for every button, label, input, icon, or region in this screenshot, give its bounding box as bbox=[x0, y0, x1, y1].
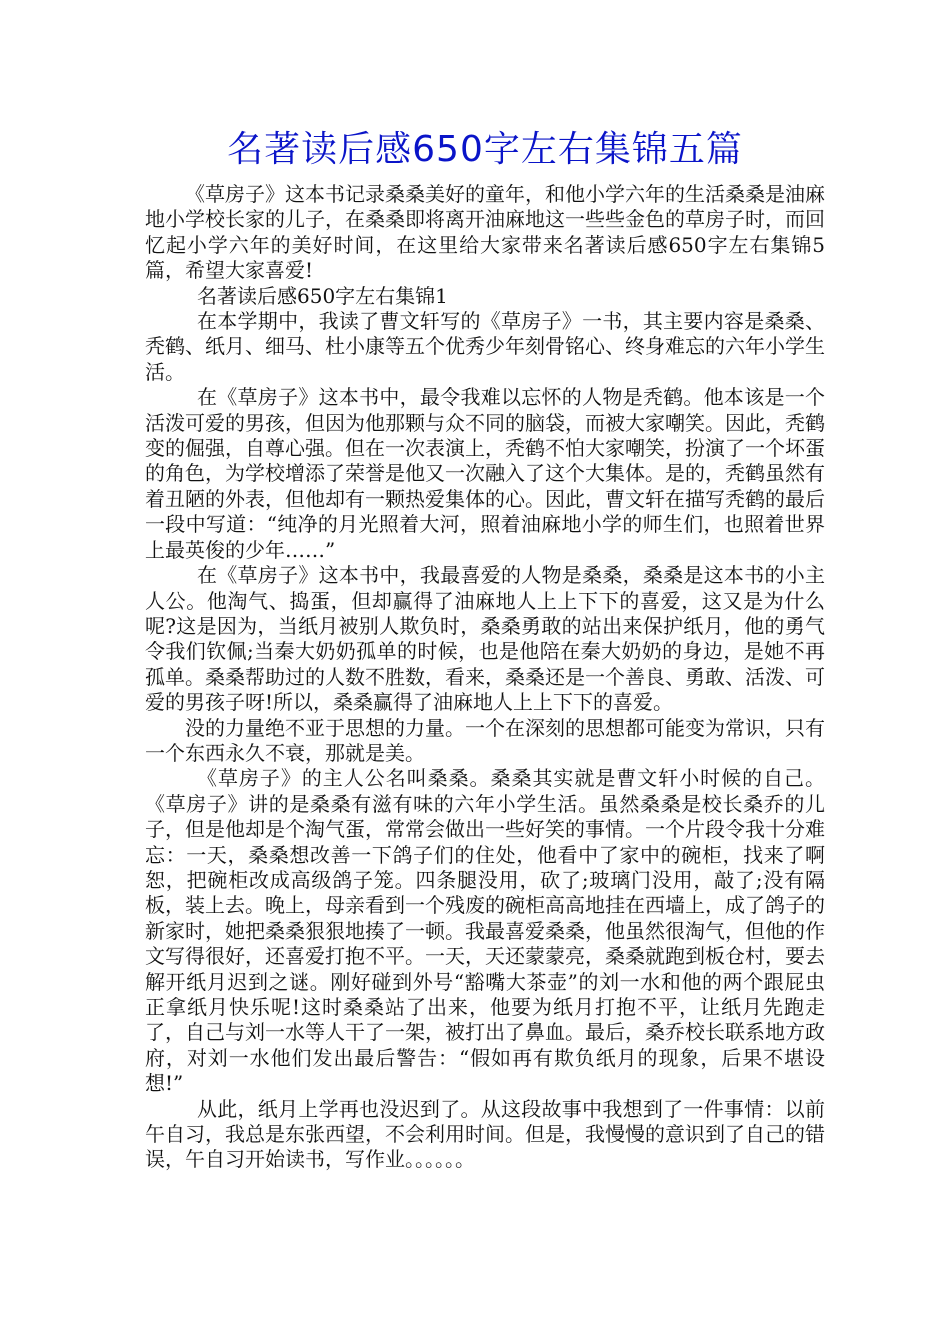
section-heading: 名著读后感650字左右集锦1 bbox=[197, 283, 448, 308]
body-paragraph: 在《草房子》这本书中，我最喜爱的人物是桑桑，桑桑是这本书的小主人公。他淘气、捣蛋，但却赢得了油麻地人上上下下的喜爱，这又是为什么呢?这是因为，当纸月被别人欺负时，桑桑勇敢的站出来保护纸月，他的勇气令我们钦佩;当秦大奶奶孤单的时候，也是他陪在秦大奶奶的身边，是她不再孤单。桑桑帮助过的人数不胜数，看来，桑桑还是一个善良、勇敢、活泼、可爱的男孩子呀!所以，桑桑赢得了油麻地人上上下下的喜爱。 bbox=[145, 563, 825, 715]
document-title: 名著读后感650字左右集锦五篇 bbox=[227, 129, 743, 170]
body-paragraph: 《草房子》的主人公名叫桑桑。桑桑其实就是曹文轩小时候的自己。《草房子》讲的是桑桑有滋有味的六年小学生活。虽然桑桑是校长桑乔的儿子，但是他却是个淘气蛋，常常会做出一些好笑的事情。一个片段令我十分难忘：一天，桑桑想改善一下鸽子们的住处，他看中了家中的碗柜，找来了啊恕，把碗柜改成高级鸽子笼。四条腿没用，砍了;玻璃门没用，敲了;没有隔板，装上去。晚上，母亲看到一个残废的碗柜高高地挂在西墙上，成了鸽子的新家时，她把桑桑狠狠地揍了一顿。我最喜爱桑桑，他虽然很淘气，但他的作文写得很好，还喜爱打抱不平。一天，天还蒙蒙亮，桑桑就跑到板仓村，要去解开纸月迟到之谜。刚好碰到外号“豁嘴大茶壶”的刘一水和他的两个跟屁虫正拿纸月快乐呢!这时桑桑站了出来，他要为纸月打抱不平，让纸月先跑走了，自己与刘一水等人干了一架，被打出了鼻血。最后，桑乔校长联系地方政府，对刘一水他们发出最后警告：“假如再有欺负纸月的现象，后果不堪设想!” bbox=[145, 766, 825, 1096]
body-paragraph: 在《草房子》这本书中，最令我难以忘怀的人物是秃鹤。他本该是一个活泼可爱的男孩，但因为他那颗与众不同的脑袋，而被大家嘲笑。因此，秃鹤变的倔强，自尊心强。但在一次表演上，秃鹤不怕大家嘲笑，扮演了一个坏蛋的角色，为学校增添了荣誉是他又一次融入了这个大集体。是的，秃鹤虽然有着丑陋的外表，但他却有一颗热爱集体的心。因此，曹文轩在描写秃鹤的最后一段中写道：“纯净的月光照着大河，照着油麻地小学的师生们，也照着世界上最英俊的少年……” bbox=[145, 385, 825, 562]
document-body bbox=[145, 182, 825, 1173]
body-paragraph: 没的力量绝不亚于思想的力量。一个在深刻的思想都可能变为常识，只有一个东西永久不衰，那就是美。 bbox=[145, 715, 825, 765]
body-paragraph: 在本学期中，我读了曹文轩写的《草房子》一书，其主要内容是桑桑、秃鹤、纸月、细马、杜小康等五个优秀少年刻骨铭心、终身难忘的六年小学生活。 bbox=[145, 309, 825, 384]
intro-paragraph: 《草房子》这本书记录桑桑美好的童年，和他小学六年的生活桑桑是油麻地小学校长家的儿子，在桑桑即将离开油麻地这一些些金色的草房子时，而回忆起小学六年的美好时间，在这里给大家带来名著读后感650字左右集锦5篇，希望大家喜爱! bbox=[145, 182, 825, 283]
document-page bbox=[145, 124, 825, 1173]
body-paragraph: 从此，纸月上学再也没迟到了。从这段故事中我想到了一件事情：以前午自习，我总是东张西望，不会利用时间。但是，我慢慢的意识到了自己的错误，午自习开始读书，写作业。。。。。。 bbox=[145, 1096, 825, 1172]
